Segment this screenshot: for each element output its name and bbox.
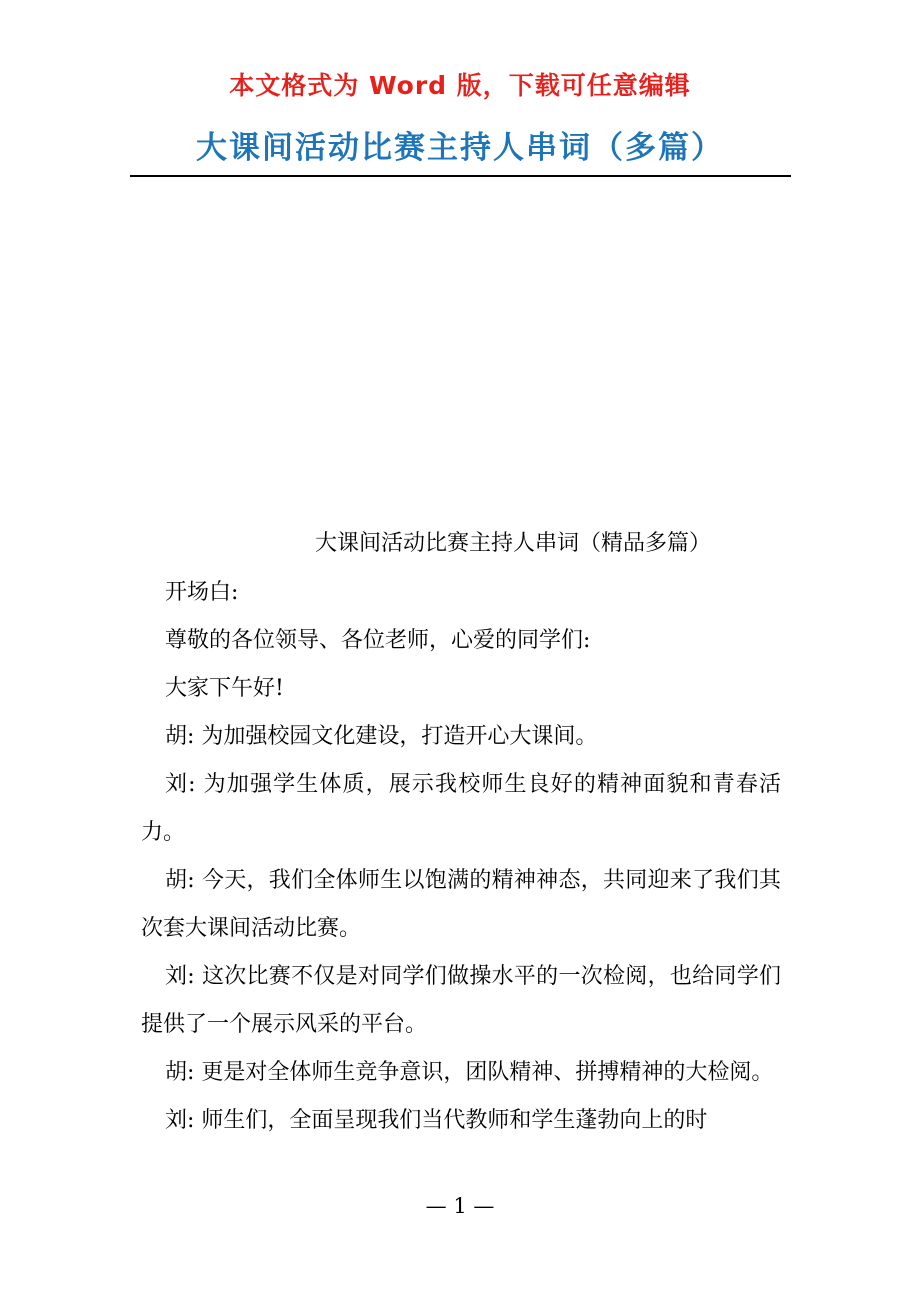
paragraph: 尊敬的各位领导、各位老师，心爱的同学们: (165, 628, 591, 653)
format-banner: 本文格式为 Word 版，下载可任意编辑 (229, 71, 691, 100)
document-body (141, 569, 781, 1145)
page-number: — 1 — (425, 1194, 495, 1218)
paragraph: 刘: 这次比赛不仅是对同学们做操水平的一次检阅，也给同学们提供了一个展示风采的平台。 (141, 964, 781, 1037)
paragraph: 刘: 师生们，全面呈现我们当代教师和学生蓬勃向上的时 (165, 1108, 708, 1133)
document-title: 大课间活动比赛主持人串词（多篇） (196, 130, 724, 166)
body-title: 大课间活动比赛主持人串词（精品多篇） (315, 531, 712, 556)
paragraph: 大家下午好! (165, 676, 284, 701)
paragraph: 胡: 今天，我们全体师生以饱满的精神神态，共同迎来了我们其次套大课间活动比赛。 (141, 868, 781, 941)
title-divider (130, 175, 791, 177)
paragraph: 刘: 为加强学生体质，展示我校师生良好的精神面貌和青春活力。 (141, 772, 781, 845)
paragraph: 开场白: (165, 580, 239, 605)
paragraph: 胡: 更是对全体师生竞争意识，团队精神、拼搏精神的大检阅。 (165, 1060, 774, 1085)
paragraph: 胡: 为加强校园文化建设，打造开心大课间。 (165, 724, 598, 749)
